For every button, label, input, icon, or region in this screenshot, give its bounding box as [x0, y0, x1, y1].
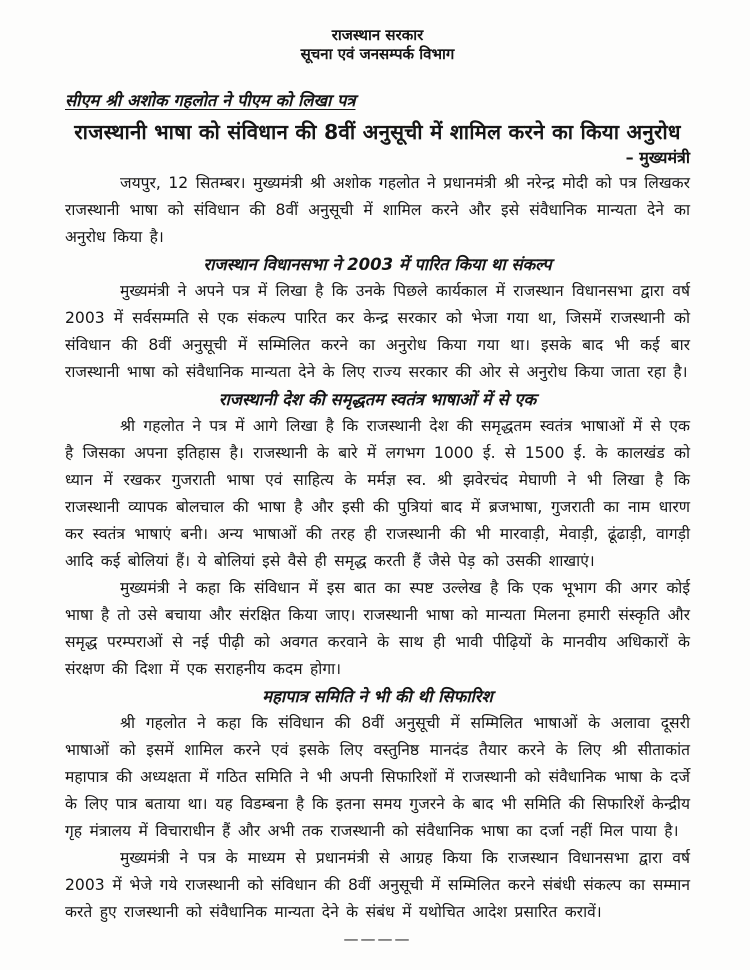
- document-header: [65, 26, 690, 64]
- paragraph-constitution-mention: मुख्यमंत्री ने कहा कि संविधान में इस बात का स्पष्ट उल्लेख है कि एक भूभाग की अगर कोई भाषा है तो उसे बचाया और संरक्षित किया जाए। राजस्थानी भाषा को मान्यता मिलना हमारी संस्कृति और समृद्ध परम्पराओं से नई पीढ़ी को अवगत करवाने के साथ ही भावी पीढ़ियों के मानवीय अधिकारों के संरक्षण की दिशा में एक सराहनीय कदम होगा।: [65, 579, 690, 678]
- headline: राजस्थानी भाषा को संविधान की 8वीं अनुसूची में शामिल करने का किया अनुरोध: [74, 120, 681, 144]
- paragraph-closing-request: मुख्यमंत्री ने पत्र के माध्यम से प्रधानमंत्री से आग्रह किया कि राजस्थान विधानसभा द्वारा वर्ष 2003 में भेजे गये राजस्थानी को संविधान की 8वीं अनुसूची में सम्मिलित करने संबंधी संकल्प का सम्मान करते हुए राजस्थानी को संवैधानिक मान्यता देने के संबंध में यथोचित आदेश प्रसारित करावें।: [65, 849, 690, 921]
- end-mark: ————: [343, 930, 412, 948]
- kicker-heading: सीएम श्री अशोक गहलोत ने पीएम को लिखा पत्र: [65, 91, 356, 110]
- attribution-byline: – मुख्यमंत्री: [625, 148, 690, 167]
- paragraph-resolution-2003: मुख्यमंत्री ने अपने पत्र में लिखा है कि उनके पिछले कार्यकाल में राजस्थान विधानसभा द्वारा वर्ष 2003 में सर्वसम्मति से एक संकल्प पारित कर केन्द्र सरकार को भेजा गया था, जिसमें राजस्थानी को संविधान की 8वीं अनुसूची में सम्मिलित करने का अनुरोध किया गया था। इसके बाद भी कई बार राजस्थानी भाषा को संवैधानिक मान्यता देने के लिए राज्य सरकार की ओर से अनुरोध किया जाता रहा है।: [65, 282, 690, 381]
- paragraph-language-history: श्री गहलोत ने पत्र में आगे लिखा है कि राजस्थानी देश की समृद्धतम स्वतंत्र भाषाओं में से एक है जिसका अपना इतिहास है। राजस्थानी के बारे में लगभग 1000 ई. से 1500 ई. के कालखंड को ध्यान में रखकर गुजराती भाषा एवं साहित्य के मर्मज्ञ स्व. श्री झवेरचंद मेघाणी ने भी लिखा है कि राजस्थानी व्यापक बोलचाल की भाषा है और इसी की पुत्रियां बाद में ब्रजभाषा, गुजराती का नाम धारण कर स्वतंत्र भाषाएं बनी। अन्य भाषाओं की तरह ही राजस्थानी की भी मारवाड़ी, मेवाड़ी, ढूंढाड़ी, वागड़ी आदि कई बोलियां हैं। ये बोलियां इसे वैसे ही समृद्ध करती हैं जैसे पेड़ को उसकी शाखाएं।: [65, 417, 690, 570]
- subheading-richest-language: राजस्थानी देश की समृद्धतम स्वतंत्र भाषाओं में से एक: [218, 390, 537, 409]
- subheading-assembly-resolution: राजस्थान विधानसभा ने 2003 में पारित किया था संकल्प: [203, 255, 552, 274]
- subheading-mahapatra-committee: महापात्र समिति ने भी की थी सिफारिश: [262, 687, 493, 706]
- government-name: राजस्थान सरकार: [331, 26, 424, 44]
- paragraph-committee-recommendation: श्री गहलोत ने कहा कि संविधान की 8वीं अनुसूची में सम्मिलित भाषाओं के अलावा दूसरी भाषाओं को इसमें शामिल करने एवं इसके लिए वस्तुनिष्ठ मानदंड तैयार करने के लिए श्री सीताकांत महापात्र की अध्यक्षता में गठित समिति ने भी अपनी सिफारिशों में राजस्थानी को संवैधानिक भाषा के दर्जे के लिए पात्र बताया था। यह विडम्बना है कि इतना समय गुजरने के बाद भी समिति की सिफारिशें केन्द्रीय गृह मंत्रालय में विचाराधीन हैं और अभी तक राजस्थानी को संवैधानिक भाषा का दर्जा नहीं मिल पाया है।: [65, 714, 690, 840]
- paragraph-lead: जयपुर, 12 सितम्बर। मुख्यमंत्री श्री अशोक गहलोत ने प्रधानमंत्री श्री नरेन्द्र मोदी को पत्र लिखकर राजस्थानी भाषा को संविधान की 8वीं अनुसूची में शामिल करने और इसे संवैधानिक मान्यता देने का अनुरोध किया है।: [65, 174, 690, 246]
- department-name: सूचना एवं जनसम्पर्क विभाग: [300, 45, 455, 63]
